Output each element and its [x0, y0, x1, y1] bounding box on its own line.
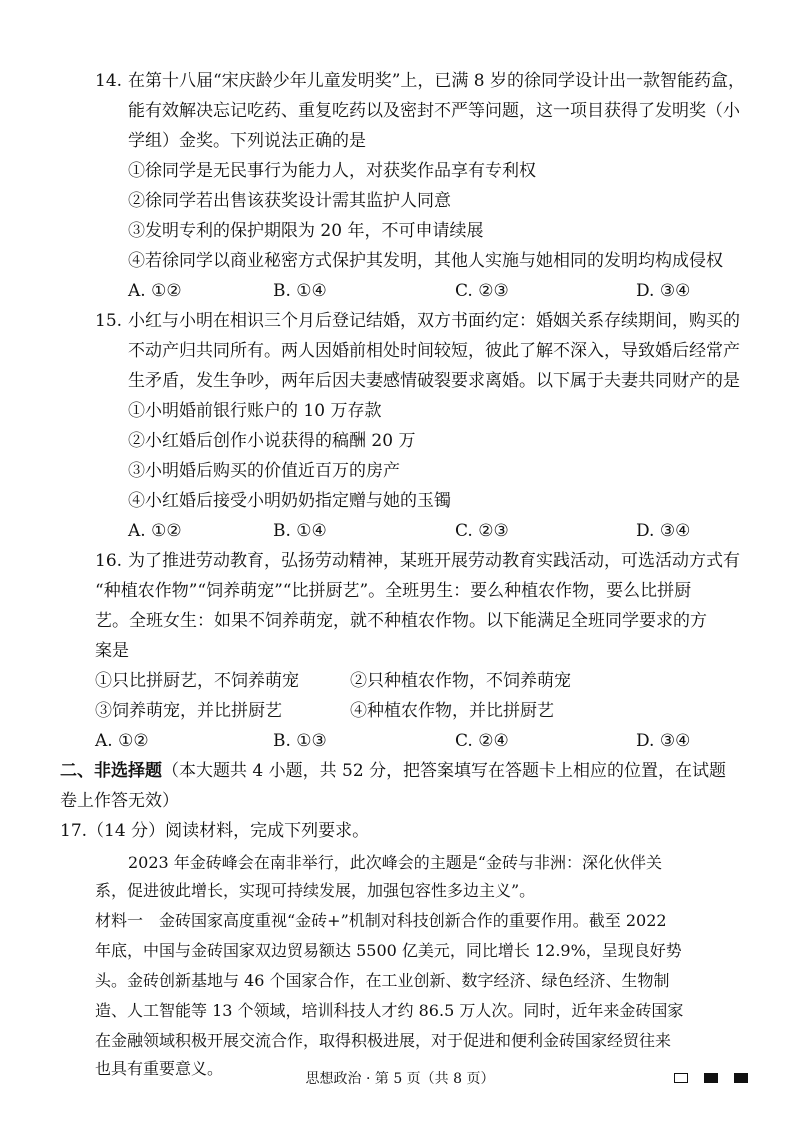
q17-material-line: 在金融领域积极开展交流合作，取得积极进展，对于促进和便利金砖国家经贸往来 [95, 1031, 672, 1050]
q14-option-a: A. ①② [128, 281, 182, 301]
q17-instruction: （14 分）阅读材料，完成下列要求。 [87, 821, 370, 841]
section-two-note: （本大题共 4 小题，共 52 分，把答案填写在答题卡上相应的位置，在试题 [162, 761, 727, 781]
q15-statement: ①小明婚前银行账户的 10 万存款 [128, 401, 382, 421]
empty-box-mark [674, 1073, 688, 1083]
q14-option-b: B. ①④ [273, 281, 327, 301]
q14-statement: ①徐同学是无民事行为能力人，对获奖作品享有专利权 [128, 161, 536, 181]
filled-box-mark [704, 1073, 718, 1083]
q16-stem-line: “种植农作物”“饲养萌宠”“比拼厨艺”。全班男生：要么种植农作物，要么比拼厨 [95, 581, 692, 601]
section-two-title: 二、非选择题 [60, 761, 162, 781]
q16-number: 16. [95, 551, 123, 571]
q15-statement: ④小红婚后接受小明奶奶指定赠与她的玉镯 [128, 491, 451, 511]
q16-statement: ①只比拼厨艺，不饲养萌宠 [95, 671, 299, 691]
q15-option-a: A. ①② [128, 521, 182, 541]
q14-statement: ②徐同学若出售该获奖设计需其监护人同意 [128, 191, 451, 211]
q14-stem-line: 在第十八届“宋庆龄少年儿童发明奖”上，已满 8 岁的徐同学设计出一款智能药盒， [128, 71, 746, 91]
q15-option-b: B. ①④ [273, 521, 327, 541]
q16-stem-line: 艺。全班女生：如果不饲养萌宠，就不种植农作物。以下能满足全班同学要求的方 [95, 611, 707, 631]
q14-number: 14. [95, 71, 123, 91]
q17-intro-line: 2023 年金砖峰会在南非举行，此次峰会的主题是“金砖与非洲：深化伙伴关 [128, 853, 662, 872]
q14-stem-line: 能有效解决忘记吃药、重复吃药以及密封不严等问题，这一项目获得了发明奖（小 [128, 101, 740, 121]
q16-statement: ④种植农作物，并比拼厨艺 [350, 701, 554, 721]
q15-number: 15. [95, 311, 123, 331]
q17-material-line: 材料一 金砖国家高度重视“金砖+”机制对科技创新合作的重要作用。截至 2022 [95, 911, 667, 930]
q14-statement: ③发明专利的保护期限为 20 年，不可申请续展 [128, 221, 484, 241]
q14-stem-line: 学组）金奖。下列说法正确的是 [128, 131, 366, 151]
q16-stem-line: 为了推进劳动教育，弘扬劳动精神，某班开展劳动教育实践活动，可选活动方式有 [128, 551, 740, 571]
q15-option-d: D. ③④ [636, 521, 691, 541]
q17-material-line: 头。金砖创新基地与 46 个国家合作，在工业创新、数字经济、绿色经济、生物制 [95, 971, 670, 990]
q14-statement: ④若徐同学以商业秘密方式保护其发明，其他人实施与她相同的发明均构成侵权 [128, 251, 723, 271]
page-marks [674, 1072, 748, 1084]
q16-option-d: D. ③④ [636, 731, 691, 751]
q15-statement: ②小红婚后创作小说获得的稿酬 20 万 [128, 431, 416, 451]
q17-material-line: 年底，中国与金砖国家双边贸易额达 5500 亿美元，同比增长 12.9%，呈现良好势 [95, 941, 682, 960]
q15-stem-line: 小红与小明在相识三个月后登记结婚，双方书面约定：婚姻关系存续期间，购买的 [128, 311, 740, 331]
q15-stem-line: 不动产归共同所有。两人因婚前相处时间较短，彼此了解不深入，导致婚后经常产 [128, 341, 740, 361]
q17-number: 17. [60, 821, 88, 841]
q16-statement: ②只种植农作物，不饲养萌宠 [350, 671, 571, 691]
q14-option-c: C. ②③ [455, 281, 509, 301]
q16-option-c: C. ②④ [455, 731, 509, 751]
q16-option-b: B. ①③ [273, 731, 327, 751]
q16-statement: ③饲养萌宠，并比拼厨艺 [95, 701, 282, 721]
section-two-heading [60, 760, 726, 782]
q15-stem-line: 生矛盾，发生争吵，两年后因夫妻感情破裂要求离婚。以下属于夫妻共同财产的是 [128, 371, 740, 391]
q16-stem-line: 案是 [95, 641, 129, 661]
q17-header [60, 820, 369, 842]
filled-box-mark [734, 1073, 748, 1083]
q14-option-d: D. ③④ [636, 281, 691, 301]
q16-option-a: A. ①② [95, 731, 149, 751]
q17-intro-line: 系，促进彼此增长，实现可持续发展，加强包容性多边主义”。 [95, 881, 536, 900]
q15-statement: ③小明婚后购买的价值近百万的房产 [128, 461, 400, 481]
q17-material-line: 造、人工智能等 13 个领域，培训科技人才约 86.5 万人次。同时，近年来金砖国家 [95, 1001, 684, 1020]
page-footer: 思想政治 · 第 5 页（共 8 页） [305, 1071, 495, 1087]
q15-option-c: C. ②③ [455, 521, 509, 541]
section-two-note-cont: 卷上作答无效） [60, 791, 179, 811]
q17-material-line: 也具有重要意义。 [95, 1059, 224, 1078]
